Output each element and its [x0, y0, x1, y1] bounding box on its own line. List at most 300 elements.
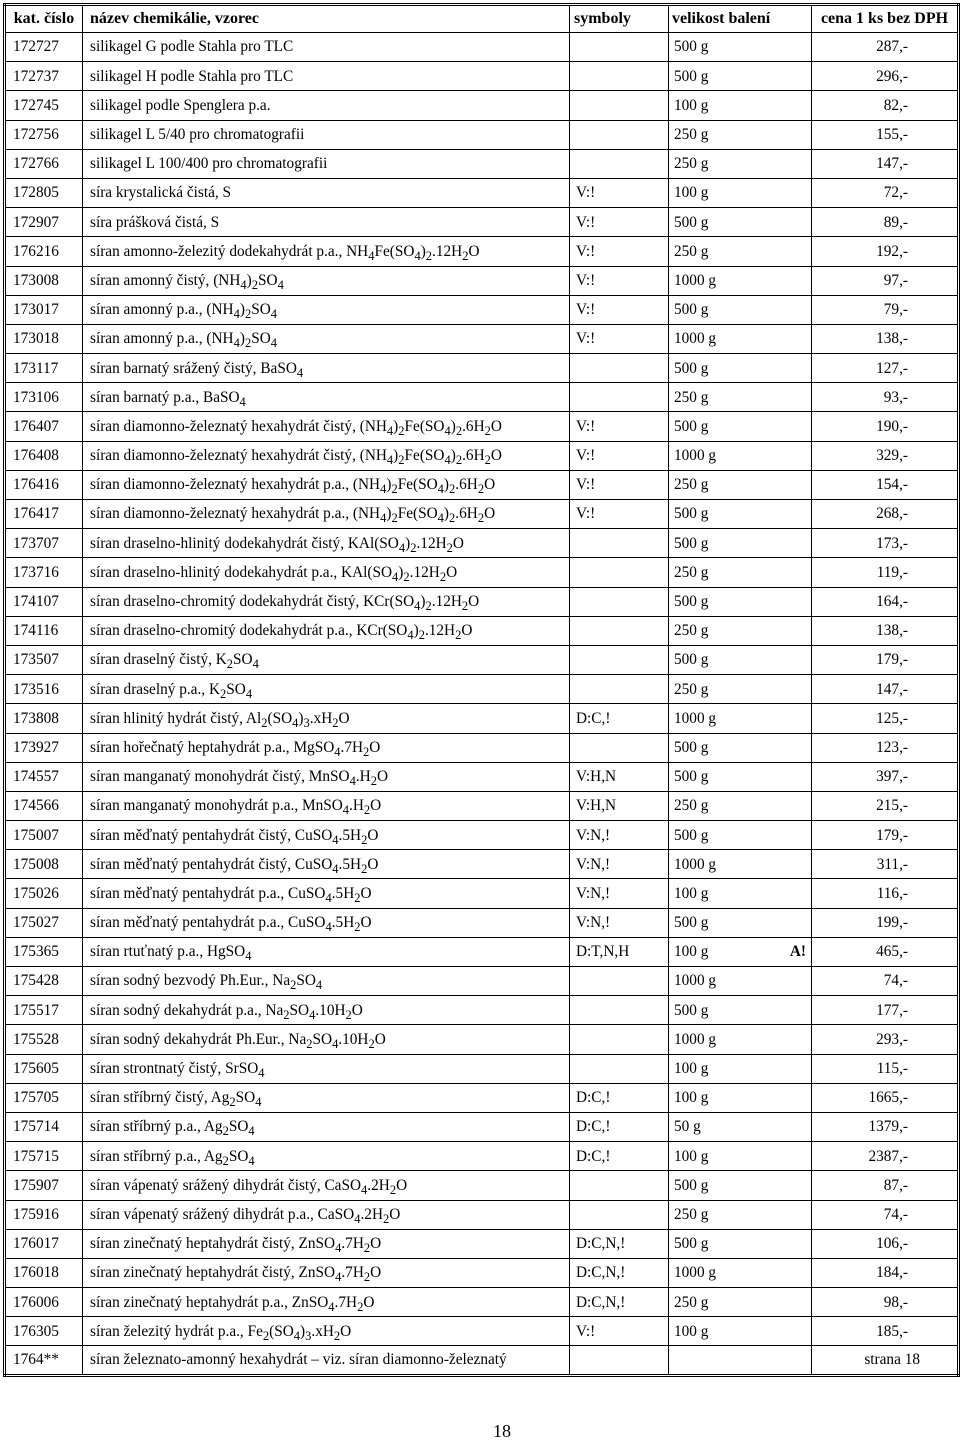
- name-text: ): [420, 593, 426, 610]
- catalog-number: 172907: [5, 208, 83, 237]
- name-text: ): [386, 505, 392, 523]
- chemical-name: [83, 529, 570, 558]
- table-row: [5, 1288, 959, 1317]
- formula-subscript: 2: [403, 569, 410, 584]
- formula-subscript: 2: [222, 1153, 229, 1168]
- package-size-value: 250 g: [674, 622, 709, 640]
- package-size: [669, 1025, 812, 1054]
- formula-subscript: 4: [332, 832, 339, 847]
- catalog-number: 176408: [5, 441, 83, 470]
- package-size-value: 500 g: [674, 359, 709, 377]
- package-size: [669, 967, 812, 996]
- formula-subscript: 4: [332, 1036, 339, 1051]
- chemical-name: [83, 704, 570, 733]
- name-text: síran železitý hydrát p.a., Fe: [90, 1322, 263, 1340]
- name-text: síran rtuťnatý p.a., HgSO: [90, 943, 246, 961]
- formula-subscript: 4: [270, 336, 278, 351]
- name-text: SO: [228, 1147, 249, 1165]
- hazard-symbols: V:H,N: [570, 791, 669, 820]
- table-row: [5, 1171, 959, 1200]
- price: 177,-: [812, 996, 959, 1025]
- package-size-value: 1000 g: [674, 855, 717, 873]
- package-size: [669, 1200, 812, 1229]
- price: 293,-: [812, 1025, 959, 1054]
- package-size-value: 500 g: [674, 1235, 709, 1253]
- catalog-number: 175365: [5, 937, 83, 966]
- formula-subscript: 4: [386, 453, 394, 468]
- hazard-symbols: V:!: [570, 237, 669, 266]
- hazard-symbols: D:C,!: [570, 1112, 669, 1141]
- name-text: O: [484, 505, 496, 523]
- price: 199,-: [812, 908, 959, 937]
- hazard-symbols: V:H,N: [570, 762, 669, 791]
- price: 190,-: [812, 412, 959, 441]
- table-row: [5, 791, 959, 820]
- price: 74,-: [812, 967, 959, 996]
- catalog-number: 176305: [5, 1317, 83, 1346]
- formula-subscript: 2: [363, 803, 371, 818]
- header-catalog-number: kat. číslo: [5, 5, 83, 33]
- name-text: O: [370, 1235, 382, 1253]
- formula-subscript: 4: [325, 920, 332, 935]
- name-text: ): [420, 242, 426, 260]
- formula-subscript: 2: [361, 832, 368, 847]
- package-size-value: 100 g: [674, 96, 709, 114]
- name-text: O: [468, 242, 480, 260]
- catalog-number: 172805: [5, 178, 83, 207]
- package-size: [669, 1346, 812, 1375]
- formula-subscript: 4: [328, 1299, 335, 1314]
- chemical-name: [83, 850, 570, 879]
- price: 465,-: [812, 937, 959, 966]
- formula-subscript: 2: [363, 1241, 371, 1256]
- name-text: O: [360, 914, 372, 932]
- hazard-symbols: V:!: [570, 266, 669, 295]
- chemical-name: [83, 383, 570, 412]
- catalog-number: 173017: [5, 295, 83, 324]
- name-text: síran zinečnatý heptahydrát čistý, ZnSO: [90, 1264, 336, 1282]
- formula-subscript: 4: [335, 1270, 342, 1285]
- formula-subscript: 4: [252, 657, 259, 672]
- formula-subscript: 2: [477, 511, 485, 526]
- price: 287,-: [812, 33, 959, 62]
- name-text: ): [298, 709, 304, 727]
- package-size-value: 250 g: [674, 563, 709, 581]
- formula-subscript: 2: [398, 453, 405, 468]
- name-text: síran vápenatý srážený dihydrát p.a., CaSO: [90, 1205, 355, 1223]
- catalog-number: 173106: [5, 383, 83, 412]
- price: 72,-: [812, 178, 959, 207]
- chemical-name: [83, 908, 570, 937]
- chemical-name: [83, 996, 570, 1025]
- name-text: síran měďnatý pentahydrát p.a., CuSO: [90, 884, 326, 902]
- price: 311,-: [812, 850, 959, 879]
- formula-subscript: 2: [391, 511, 398, 526]
- formula-subscript: 2: [484, 453, 491, 468]
- name-text: .12H: [432, 242, 463, 260]
- table-row: [5, 441, 959, 470]
- header-chemical-name: název chemikálie, vzorec: [83, 5, 570, 33]
- table-row: [5, 762, 959, 791]
- hazard-symbols: [570, 120, 669, 149]
- price: 93,-: [812, 383, 959, 412]
- chemical-name: [83, 558, 570, 587]
- table-row: [5, 733, 959, 762]
- formula-subscript: 2: [222, 1124, 229, 1139]
- formula-subscript: 4: [233, 307, 240, 322]
- package-size: [669, 704, 812, 733]
- package-size: [669, 354, 812, 383]
- name-text: .6H: [462, 447, 485, 465]
- package-size-value: 500 g: [674, 738, 709, 756]
- formula-subscript: 2: [477, 482, 485, 497]
- chemical-name: [83, 1317, 570, 1346]
- name-text: .12H: [409, 563, 440, 581]
- formula-subscript: 2: [363, 1270, 371, 1285]
- price: 138,-: [812, 616, 959, 645]
- catalog-number: 172727: [5, 33, 83, 62]
- name-text: silikagel L 100/400 pro chromatografii: [90, 155, 328, 173]
- name-text: síran manganatý monohydrát p.a., MnSO: [90, 797, 343, 815]
- hazard-symbols: D:C,!: [570, 1142, 669, 1171]
- package-size-value: 500 g: [674, 914, 709, 932]
- table-row: [5, 208, 959, 237]
- package-size: [669, 558, 812, 587]
- name-text: O: [374, 1030, 386, 1048]
- package-size-value: 500 g: [674, 534, 709, 552]
- name-text: silikagel podle Spenglera p.a.: [90, 96, 271, 114]
- name-text: O: [389, 1205, 401, 1223]
- price: 98,-: [812, 1288, 959, 1317]
- price: 179,-: [812, 645, 959, 674]
- package-size: [669, 441, 812, 470]
- formula-subscript: 4: [270, 307, 278, 322]
- hazard-symbols: V:N,!: [570, 850, 669, 879]
- formula-subscript: 2: [345, 1007, 352, 1022]
- package-size: [669, 1229, 812, 1258]
- price: 97,-: [812, 266, 959, 295]
- table-row: [5, 354, 959, 383]
- price: 89,-: [812, 208, 959, 237]
- formula-subscript: 4: [293, 1328, 301, 1343]
- name-text: SO: [235, 1089, 256, 1107]
- package-size-value: 100 g: [674, 943, 709, 961]
- price: 192,-: [812, 237, 959, 266]
- price: 74,-: [812, 1200, 959, 1229]
- formula-subscript: 2: [455, 628, 462, 643]
- chemical-name: [83, 1346, 570, 1375]
- price: 82,-: [812, 91, 959, 120]
- name-text: O: [351, 1001, 363, 1019]
- formula-subscript: 4: [392, 569, 399, 584]
- table-row: [5, 850, 959, 879]
- formula-subscript: 4: [292, 715, 299, 730]
- name-text: .12H: [416, 534, 447, 552]
- formula-subscript: 2: [389, 1182, 397, 1197]
- package-size-value: 1000 g: [674, 1030, 717, 1048]
- name-text: síran draselno-hlinitý dodekahydrát p.a., KAl(SO: [90, 563, 393, 581]
- hazard-symbols: [570, 996, 669, 1025]
- name-text: síran stříbrný čistý, Ag: [90, 1089, 230, 1107]
- catalog-number: 175517: [5, 996, 83, 1025]
- chemical-name: [83, 500, 570, 529]
- name-text: síran draselný čistý, K: [90, 651, 227, 669]
- price: 87,-: [812, 1171, 959, 1200]
- formula-subscript: 2: [425, 599, 432, 613]
- hazard-symbols: V:!: [570, 295, 669, 324]
- formula-subscript: 4: [277, 277, 284, 292]
- hazard-symbols: [570, 645, 669, 674]
- name-text: O: [370, 1264, 382, 1282]
- name-text: ): [398, 563, 404, 581]
- chemical-name: [83, 1229, 570, 1258]
- chemical-name: [83, 1200, 570, 1229]
- hazard-symbols: [570, 1054, 669, 1083]
- catalog-number: 173707: [5, 529, 83, 558]
- name-text: síran barnatý srážený čistý, BaSO: [90, 359, 297, 377]
- package-size-value: 100 g: [674, 1322, 709, 1340]
- name-text: O: [461, 622, 473, 640]
- name-text: síran amonný p.a., (NH: [90, 330, 234, 348]
- name-text: .5H: [331, 884, 355, 902]
- hazard-symbols: [570, 62, 669, 91]
- formula-subscript: 2: [229, 1095, 236, 1110]
- chemical-name: [83, 208, 570, 237]
- catalog-number: 176006: [5, 1288, 83, 1317]
- package-size: [669, 850, 812, 879]
- name-text: síran diamonno-železnatý hexahydrát p.a., (NH: [90, 476, 381, 494]
- hazard-symbols: V:!: [570, 1317, 669, 1346]
- chemical-name: [83, 616, 570, 645]
- name-text: Fe(SO: [404, 447, 445, 465]
- table-row: [5, 1083, 959, 1112]
- table-row: [5, 1346, 959, 1375]
- hazard-symbols: V:!: [570, 500, 669, 529]
- price: 215,-: [812, 791, 959, 820]
- formula-subscript: 2: [333, 1328, 341, 1343]
- formula-subscript: 4: [398, 540, 406, 555]
- formula-subscript: 4: [437, 482, 444, 497]
- price-list-table: [3, 3, 960, 1377]
- chemical-name: [83, 937, 570, 966]
- name-text: síran hořečnatý heptahydrát p.a., MgSO: [90, 738, 335, 756]
- name-text: (SO: [269, 1322, 294, 1340]
- name-text: SO: [226, 680, 246, 698]
- name-text: O: [363, 1293, 375, 1311]
- table-row: [5, 558, 959, 587]
- formula-subscript: 4: [233, 336, 240, 351]
- catalog-number: 174566: [5, 791, 83, 820]
- formula-subscript: 2: [261, 715, 268, 730]
- name-text: síran draselno-chromitý dodekahydrát čistý, KCr(SO: [90, 593, 415, 610]
- name-text: O: [468, 593, 480, 610]
- name-text: síran amonný čistý, (NH: [90, 271, 241, 289]
- formula-subscript: 4: [315, 978, 323, 993]
- header-row: [5, 5, 959, 33]
- table-header: [5, 5, 959, 33]
- package-size-value: 250 g: [674, 476, 709, 494]
- package-size-value: 250 g: [674, 680, 709, 698]
- package-size-value: 250 g: [674, 797, 709, 815]
- name-text: síran vápenatý srážený dihydrát čistý, CaSO: [90, 1176, 362, 1194]
- name-text: silikagel L 5/40 pro chromatografii: [90, 126, 305, 143]
- formula-subscript: 2: [306, 1036, 313, 1051]
- formula-subscript: 2: [484, 423, 491, 438]
- chemical-name: [83, 791, 570, 820]
- hazard-symbols: D:C,!: [570, 704, 669, 733]
- hazard-symbols: [570, 149, 669, 178]
- name-text: .5H: [338, 826, 362, 844]
- name-text: O: [446, 563, 458, 581]
- catalog-number: 175715: [5, 1142, 83, 1171]
- name-text: síran měďnatý pentahydrát čistý, CuSO: [90, 826, 333, 844]
- package-size: [669, 1112, 812, 1141]
- hazard-symbols: [570, 529, 669, 558]
- table-row: [5, 266, 959, 295]
- package-size-value: 500 g: [674, 651, 709, 669]
- name-text: síran stříbrný p.a., Ag: [90, 1118, 223, 1136]
- chemical-name: [83, 967, 570, 996]
- formula-subscript: 4: [444, 453, 451, 468]
- name-text: O: [370, 797, 382, 815]
- table-row: [5, 149, 959, 178]
- catalog-number: 176216: [5, 237, 83, 266]
- name-text: síran železnato-amonný hexahydrát – viz. síran diamonno-železnatý: [90, 1351, 507, 1369]
- price: 116,-: [812, 879, 959, 908]
- formula-subscript: 4: [240, 277, 247, 292]
- formula-subscript: 4: [407, 628, 414, 643]
- hazard-symbols: [570, 1200, 669, 1229]
- table-row: [5, 1258, 959, 1287]
- chemical-name: [83, 587, 570, 616]
- package-size-value: 1000 g: [674, 972, 717, 990]
- name-text: SO: [312, 1030, 333, 1048]
- formula-subscript: 2: [332, 715, 339, 730]
- hazard-symbols: D:C,N,!: [570, 1258, 669, 1287]
- table-row: [5, 1200, 959, 1229]
- name-text: .7H: [341, 1264, 364, 1282]
- catalog-number: 175528: [5, 1025, 83, 1054]
- package-size: [669, 295, 812, 324]
- name-text: O: [360, 884, 372, 902]
- catalog-number: 1764**: [5, 1346, 83, 1375]
- package-size-value: 1000 g: [674, 1264, 717, 1282]
- package-size: [669, 33, 812, 62]
- hazard-symbols: [570, 967, 669, 996]
- name-text: .H: [349, 797, 364, 815]
- package-size: [669, 1288, 812, 1317]
- chemical-name: [83, 441, 570, 470]
- price: 179,-: [812, 821, 959, 850]
- table-row: [5, 967, 959, 996]
- formula-subscript: 4: [361, 1182, 368, 1197]
- package-size: [669, 1083, 812, 1112]
- table-row: [5, 821, 959, 850]
- chemical-name: [83, 1258, 570, 1287]
- formula-subscript: 4: [444, 423, 451, 438]
- package-size: [669, 1142, 812, 1171]
- formula-subscript: 2: [418, 628, 425, 643]
- formula-subscript: 2: [410, 540, 417, 555]
- package-size: [669, 178, 812, 207]
- name-text: O: [367, 826, 379, 844]
- name-text: O: [340, 1322, 352, 1340]
- package-size-value: 100 g: [674, 1147, 709, 1165]
- name-text: síran zinečnatý heptahydrát čistý, ZnSO: [90, 1235, 336, 1253]
- name-text: ): [443, 505, 450, 523]
- price: 164,-: [812, 587, 959, 616]
- name-text: ): [443, 476, 450, 494]
- header-symbols: symboly: [570, 5, 669, 33]
- hazard-symbols: V:N,!: [570, 821, 669, 850]
- package-size: [669, 149, 812, 178]
- package-size: [669, 324, 812, 353]
- formula-subscript: 4: [380, 482, 387, 497]
- name-text: síran hlinitý hydrát čistý, Al: [90, 709, 262, 727]
- price: 79,-: [812, 295, 959, 324]
- chemical-name: [83, 1288, 570, 1317]
- hazard-symbols: [570, 91, 669, 120]
- chemical-name: [83, 1025, 570, 1054]
- chemical-name: [83, 149, 570, 178]
- package-size-value: 500 g: [674, 38, 709, 56]
- formula-subscript: 2: [455, 423, 463, 438]
- hazard-symbols: V:!: [570, 441, 669, 470]
- name-text: síra prášková čistá, S: [90, 213, 220, 231]
- formula-subscript: 2: [244, 307, 252, 322]
- name-text: .2H: [360, 1205, 383, 1223]
- chemical-name: [83, 324, 570, 353]
- formula-subscript: 4: [368, 248, 375, 263]
- name-text: síran zinečnatý heptahydrát p.a., ZnSO: [90, 1293, 329, 1311]
- name-text: síran měďnatý pentahydrát p.a., CuSO: [90, 914, 326, 932]
- table-row: [5, 237, 959, 266]
- name-text: ): [246, 271, 252, 289]
- hazard-symbols: [570, 616, 669, 645]
- name-text: .12H: [424, 622, 456, 640]
- catalog-number: 172737: [5, 62, 83, 91]
- name-text: ): [239, 330, 245, 348]
- catalog-number: 175907: [5, 1171, 83, 1200]
- package-size: [669, 1171, 812, 1200]
- package-size-value: 500 g: [674, 417, 709, 435]
- package-size: [669, 733, 812, 762]
- name-text: síran sodný bezvodý Ph.Eur., Na: [90, 972, 291, 990]
- name-text: O: [338, 709, 350, 727]
- hazard-symbols: V:N,!: [570, 879, 669, 908]
- name-text: SO: [251, 330, 271, 348]
- package-size: [669, 91, 812, 120]
- name-text: SO: [228, 1118, 249, 1136]
- package-size: [669, 587, 812, 616]
- package-size: [669, 500, 812, 529]
- catalog-number: 174107: [5, 587, 83, 616]
- name-text: ): [239, 301, 245, 319]
- name-text: .7H: [334, 1293, 358, 1311]
- package-size: [669, 120, 812, 149]
- table-row: [5, 1317, 959, 1346]
- name-text: síran draselno-hlinitý dodekahydrát čistý, KAl(SO: [90, 534, 399, 552]
- formula-subscript: 2: [354, 920, 361, 935]
- formula-subscript: 4: [437, 511, 444, 526]
- name-text: (SO: [267, 709, 293, 727]
- catalog-number: 173516: [5, 675, 83, 704]
- hazard-symbols: D:C,!: [570, 1083, 669, 1112]
- table-row: [5, 62, 959, 91]
- name-text: síran draselno-chromitý dodekahydrát p.a., KCr(SO: [90, 622, 408, 640]
- package-size-value: 500 g: [674, 826, 709, 844]
- name-text: .10H: [315, 1001, 346, 1019]
